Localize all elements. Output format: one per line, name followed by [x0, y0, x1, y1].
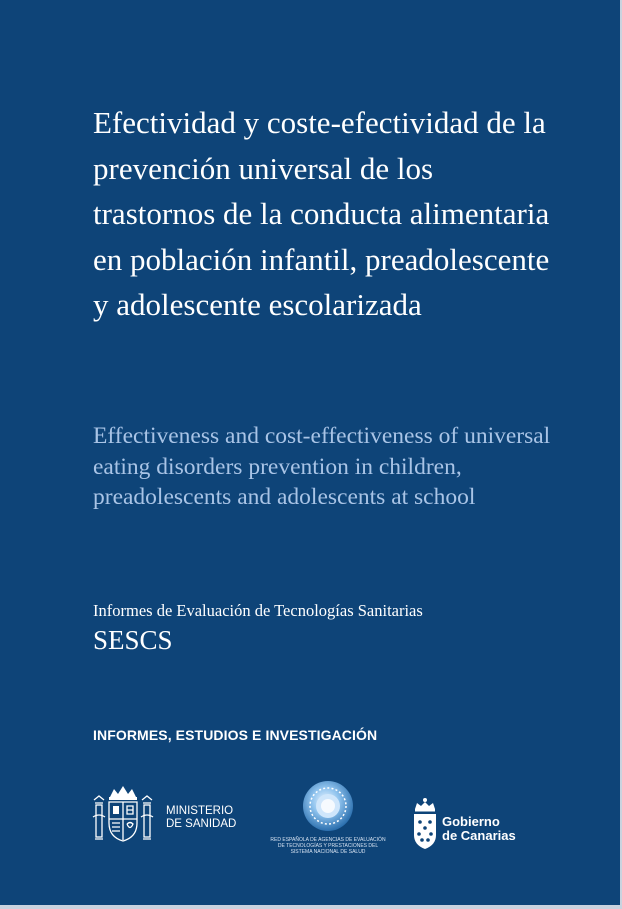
redets-name: RED ESPAÑOLA DE AGENCIAS DE EVALUACIÓN DE TECNOLOGÍAS Y PRESTACIONES DEL SISTEMA NACIONAL DE SALUD	[270, 837, 386, 855]
english-title: Effectiveness and cost-effectiveness of universal eating disorders prevention in children, preadolescents and adolescents at school	[93, 423, 551, 510]
series-label: Informes de Evaluación de Tecnologías Sanitarias	[93, 601, 423, 620]
gobierno-canarias-logo	[411, 797, 531, 851]
collection-label: INFORMES, ESTUDIOS E INVESTIGACIÓN	[93, 727, 378, 743]
series-code: SESCS	[93, 625, 173, 655]
spanish-title: Efectividad y coste-efectividad de la prevención universal de los trastornos de la conducta alimentaria en población infantil, preadolescente y adolescente escolarizada	[93, 105, 550, 322]
spanish-coat-of-arms-icon	[90, 783, 156, 849]
ministerio-sanidad-logo	[90, 783, 250, 849]
redets-logo	[268, 779, 388, 859]
canarias-coat-of-arms-icon	[411, 797, 439, 851]
ministerio-name: MINISTERIO DE SANIDAD	[166, 805, 237, 830]
canarias-name: Gobierno de Canarias	[442, 814, 516, 843]
redets-globe-icon	[268, 779, 388, 835]
